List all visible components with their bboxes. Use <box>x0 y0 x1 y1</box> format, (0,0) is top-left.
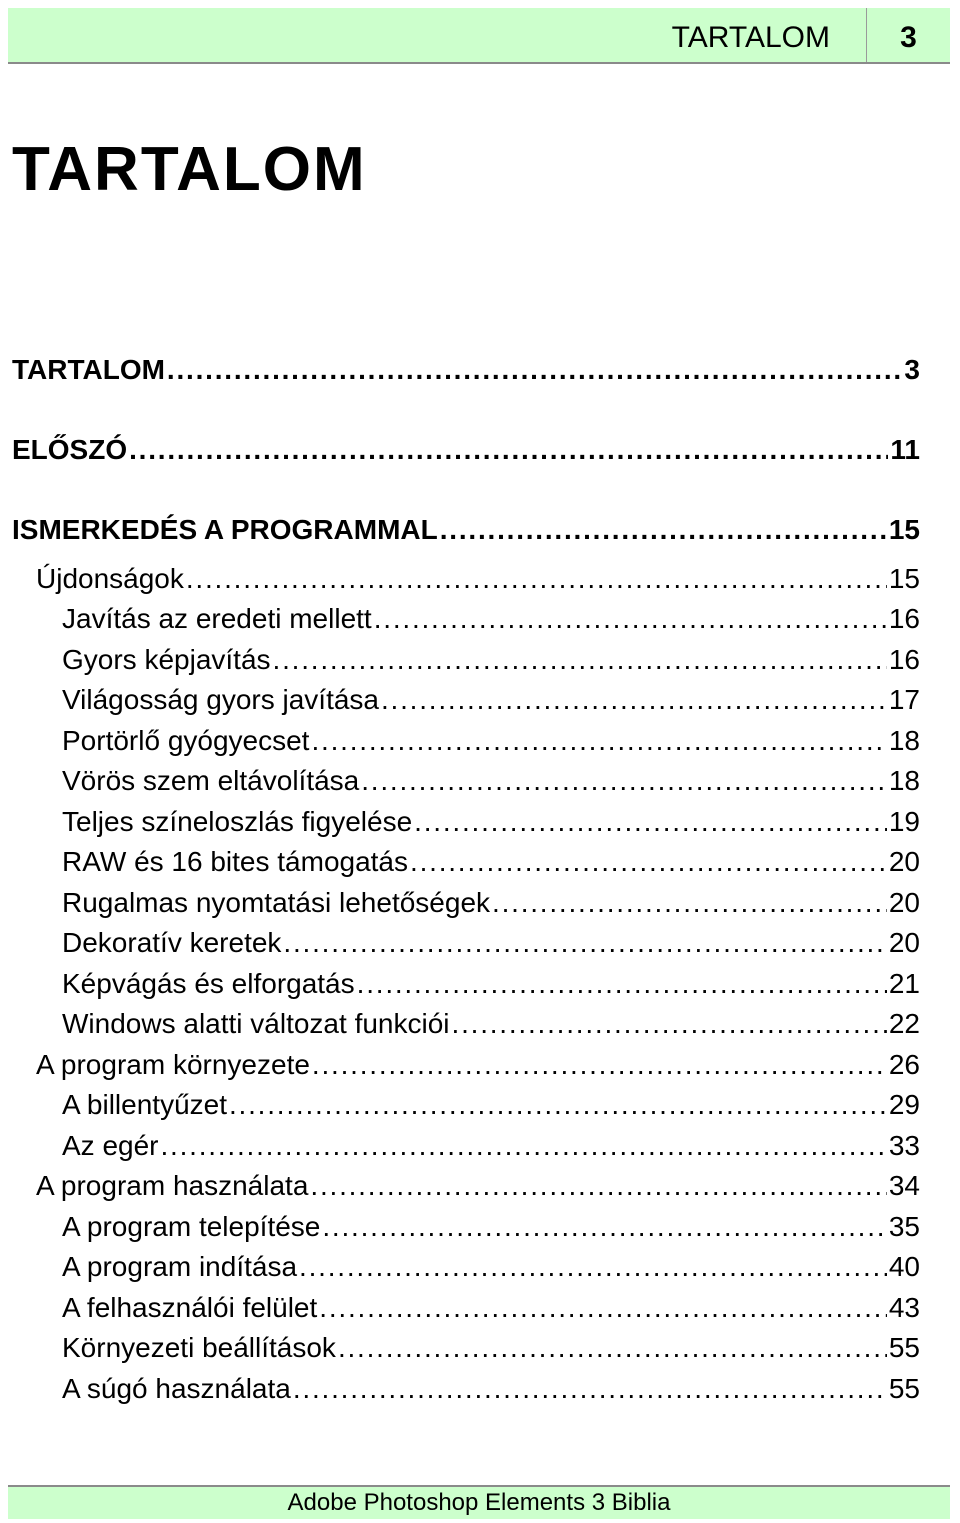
toc-entry-page: 22 <box>888 1008 920 1039</box>
toc-entry-label: TARTALOM <box>12 354 165 385</box>
toc-entry-page: 18 <box>888 765 920 796</box>
toc-leader-dots <box>374 599 887 639</box>
toc-entry-label: ELŐSZÓ <box>12 434 128 465</box>
toc-entry-label: Rugalmas nyomtatási lehetőségek <box>62 887 491 918</box>
toc-entry-label: Képvágás és elforgatás <box>62 968 355 999</box>
running-footer <box>8 1485 950 1519</box>
toc-entry[interactable] <box>62 1085 920 1125</box>
toc-entry[interactable] <box>62 1004 920 1044</box>
toc-entry-label: Javítás az eredeti mellett <box>62 603 372 634</box>
toc-entry[interactable] <box>62 761 920 801</box>
toc-entry-page: 19 <box>888 806 920 837</box>
toc-entry-label: A billentyűzet <box>62 1089 227 1120</box>
toc-entry[interactable] <box>62 1288 920 1328</box>
toc-entry-page: 20 <box>888 927 920 958</box>
toc-entry[interactable] <box>36 559 920 599</box>
running-header <box>8 8 950 64</box>
toc-entry[interactable] <box>62 1126 920 1166</box>
toc-entry-page: 11 <box>890 434 920 465</box>
toc-leader-dots <box>310 1166 886 1206</box>
toc-entry-page: 3 <box>904 354 920 385</box>
toc-entry-label: Újdonságok <box>36 563 184 594</box>
toc-entry[interactable] <box>62 802 920 842</box>
toc-entry-label: RAW és 16 bites támogatás <box>62 846 409 877</box>
toc-leader-dots <box>361 761 887 801</box>
toc-leader-dots <box>452 1004 887 1044</box>
toc-entry[interactable] <box>62 842 920 882</box>
toc-entry-label: A program telepítése <box>62 1211 321 1242</box>
toc-leader-dots <box>440 510 887 550</box>
toc-entry[interactable] <box>12 350 920 390</box>
toc-entry-page: 16 <box>888 644 920 675</box>
toc-entry-page: 55 <box>888 1373 920 1404</box>
toc-entry-page: 17 <box>888 684 920 715</box>
footer-book-title: Adobe Photoshop Elements 3 Biblia <box>287 1489 671 1516</box>
header-title: TARTALOM <box>671 21 830 54</box>
toc-entry-label: A program indítása <box>62 1251 298 1282</box>
toc-leader-dots <box>167 350 903 390</box>
toc-entry-page: 20 <box>888 887 920 918</box>
toc-entry-page: 18 <box>888 725 920 756</box>
toc-entry-page: 35 <box>888 1211 920 1242</box>
toc-entry[interactable] <box>36 1045 920 1085</box>
toc-leader-dots <box>293 1369 887 1409</box>
toc-entry-label: Világosság gyors javítása <box>62 684 379 715</box>
toc-leader-dots <box>357 964 887 1004</box>
toc-entry-page: 15 <box>888 563 920 594</box>
toc-entry-page: 55 <box>888 1332 920 1363</box>
toc-leader-dots <box>186 559 887 599</box>
toc-entry-page: 26 <box>888 1049 920 1080</box>
toc-entry-page: 34 <box>888 1170 920 1201</box>
toc-leader-dots <box>338 1328 887 1368</box>
toc-entry-label: Teljes színeloszlás figyelése <box>62 806 413 837</box>
toc-leader-dots <box>319 1288 887 1328</box>
toc-entry[interactable] <box>12 430 920 470</box>
toc-entry[interactable] <box>62 883 920 923</box>
toc-entry-label: Windows alatti változat funkciói <box>62 1008 450 1039</box>
toc-entry-label: ISMERKEDÉS A PROGRAMMAL <box>12 514 438 545</box>
toc-leader-dots <box>312 1045 887 1085</box>
toc-entry[interactable] <box>12 510 920 550</box>
toc-entry-page: 43 <box>888 1292 920 1323</box>
toc-entry-page: 20 <box>888 846 920 877</box>
toc-entry-label: A program környezete <box>36 1049 310 1080</box>
toc-entry-label: A program használata <box>36 1170 309 1201</box>
toc-entry-page: 15 <box>888 514 920 545</box>
toc-leader-dots <box>492 883 887 923</box>
toc-leader-dots <box>229 1085 887 1125</box>
toc-leader-dots <box>283 923 886 963</box>
toc-leader-dots <box>161 1126 887 1166</box>
toc-leader-dots <box>273 640 887 680</box>
toc-entry[interactable] <box>62 599 920 639</box>
toc-entry[interactable] <box>62 680 920 720</box>
toc-entry[interactable] <box>62 923 920 963</box>
toc-entry[interactable] <box>62 721 920 761</box>
toc-entry[interactable] <box>62 964 920 1004</box>
toc-entry-label: A felhasználói felület <box>62 1292 318 1323</box>
page-title: TARTALOM <box>12 135 367 204</box>
toc-leader-dots <box>129 430 888 470</box>
toc-leader-dots <box>322 1207 886 1247</box>
toc-entry[interactable] <box>62 1207 920 1247</box>
toc-entry-label: Dekoratív keretek <box>62 927 282 958</box>
toc-entry[interactable] <box>36 1166 920 1206</box>
toc-entry-label: Vörös szem eltávolítása <box>62 765 360 796</box>
toc-entry-label: Környezeti beállítások <box>62 1332 336 1363</box>
toc-leader-dots <box>414 802 887 842</box>
toc-leader-dots <box>410 842 887 882</box>
toc-entry-label: Az egér <box>62 1130 159 1161</box>
toc-entry[interactable] <box>62 1328 920 1368</box>
toc-entry[interactable] <box>62 640 920 680</box>
toc-entry-page: 16 <box>888 603 920 634</box>
toc-entry-page: 33 <box>888 1130 920 1161</box>
toc-entry[interactable] <box>62 1247 920 1287</box>
header-page-number: 3 <box>900 21 917 54</box>
toc-entry-label: Gyors képjavítás <box>62 644 271 675</box>
toc-leader-dots <box>381 680 887 720</box>
toc-entry-label: Portörlő gyógyecset <box>62 725 310 756</box>
toc-entry[interactable] <box>62 1369 920 1409</box>
toc-entry-page: 40 <box>888 1251 920 1282</box>
toc-entry-page: 21 <box>888 968 920 999</box>
toc-entry-label: A súgó használata <box>62 1373 291 1404</box>
toc-leader-dots <box>311 721 886 761</box>
toc-entry-page: 29 <box>888 1089 920 1120</box>
toc-leader-dots <box>299 1247 887 1287</box>
